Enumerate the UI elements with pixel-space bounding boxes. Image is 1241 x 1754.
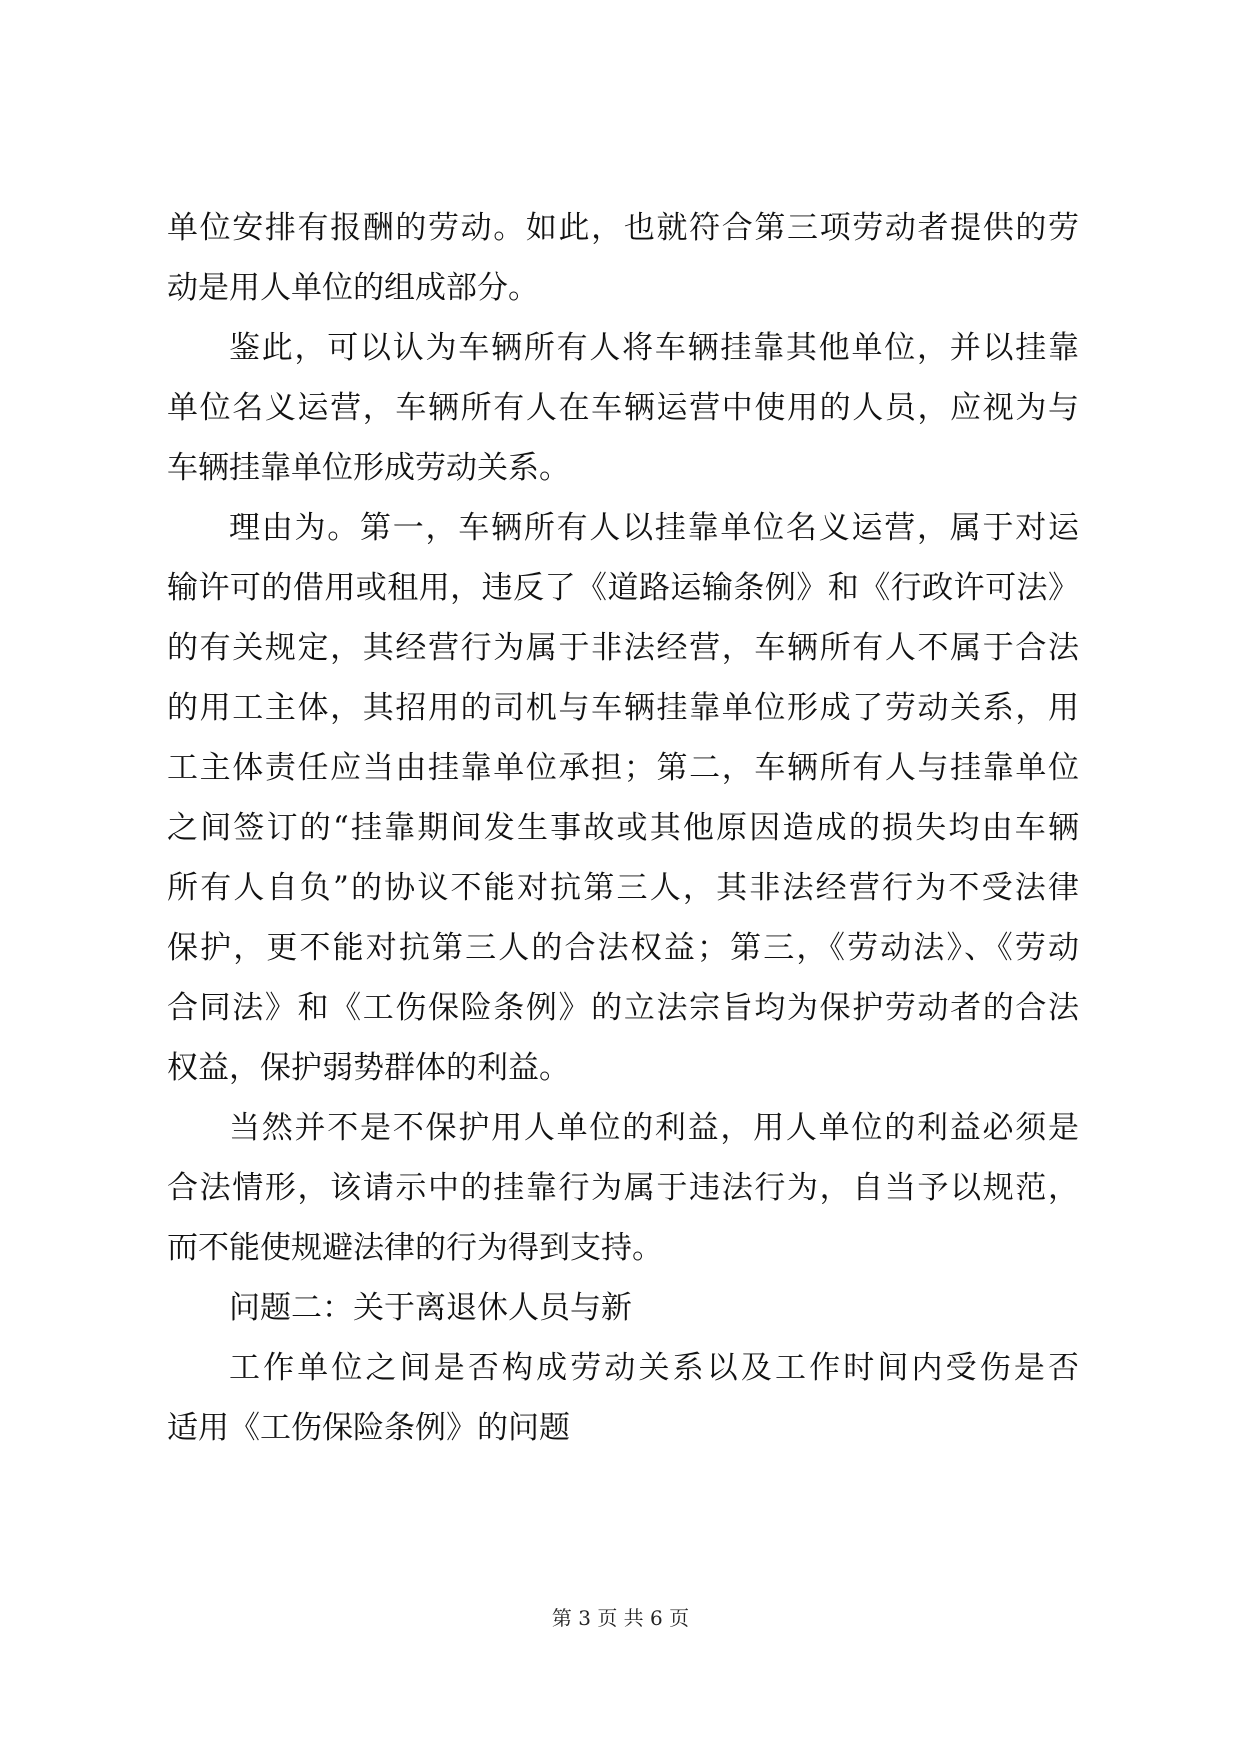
text-line: 输许可的借用或租用，违反了《道路运输条例》和《行政许可法》 [167, 570, 1079, 606]
text-line: 理由为。第一，车辆所有人以挂靠单位名义运营，属于对运 [229, 510, 1079, 546]
paragraph [167, 1098, 1079, 1278]
text-line: 所有人自负”的协议不能对抗第三人，其非法经营行为不受法律 [167, 870, 1079, 906]
paragraph [167, 498, 1079, 1098]
text-line: 的用工主体，其招用的司机与车辆挂靠单位形成了劳动关系，用 [167, 690, 1079, 726]
paragraph [167, 1338, 1079, 1458]
text-line: 单位名义运营，车辆所有人在车辆运营中使用的人员，应视为与 [167, 390, 1079, 426]
text-line: 单位安排有报酬的劳动。如此，也就符合第三项劳动者提供的劳 [167, 210, 1079, 246]
paragraph [167, 198, 1079, 318]
paragraph [167, 318, 1079, 498]
text-line: 的有关规定，其经营行为属于非法经营，车辆所有人不属于合法 [167, 630, 1079, 666]
paragraph [167, 1278, 1079, 1338]
text-line: 适用《工伤保险条例》的问题 [167, 1410, 570, 1446]
text-line: 问题二：关于离退休人员与新 [229, 1290, 632, 1326]
page-number: 第 3 页 共 6 页 [551, 1606, 690, 1630]
text-line: 车辆挂靠单位形成劳动关系。 [167, 450, 570, 486]
document-body [167, 198, 1079, 1458]
text-line: 之间签订的“挂靠期间发生事故或其他原因造成的损失均由车辆 [167, 810, 1079, 846]
text-line: 合法情形，该请示中的挂靠行为属于违法行为，自当予以规范， [167, 1170, 1079, 1206]
text-line: 保护，更不能对抗第三人的合法权益；第三，《劳动法》、《劳动 [167, 930, 1079, 966]
text-line: 工主体责任应当由挂靠单位承担；第二，车辆所有人与挂靠单位 [167, 750, 1079, 786]
text-line: 鉴此，可以认为车辆所有人将车辆挂靠其他单位，并以挂靠 [229, 330, 1079, 366]
text-line: 合同法》和《工伤保险条例》的立法宗旨均为保护劳动者的合法 [167, 990, 1079, 1026]
text-line: 工作单位之间是否构成劳动关系以及工作时间内受伤是否 [229, 1350, 1079, 1386]
text-line: 而不能使规避法律的行为得到支持。 [167, 1230, 663, 1266]
text-line: 动是用人单位的组成部分。 [167, 270, 539, 306]
text-line: 当然并不是不保护用人单位的利益，用人单位的利益必须是 [229, 1110, 1079, 1146]
text-line: 权益，保护弱势群体的利益。 [167, 1050, 570, 1086]
